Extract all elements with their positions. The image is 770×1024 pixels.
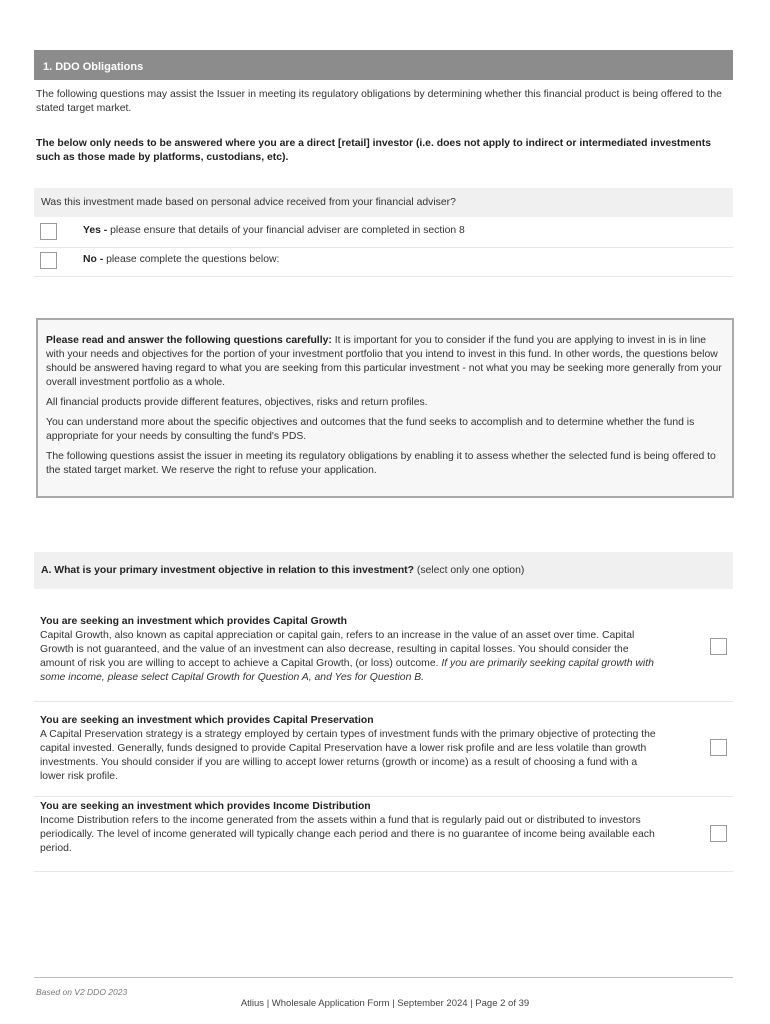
choice-capital-growth-body: Capital Growth, also known as capital appreciation or capital gain, refers to an increase in the value of an asset over time. Capital Growth is not guaranteed, and the value of an investment can also decrease, resulting in capital losses. You should consider the amount of risk you are willing to accept to achieve a Capital Growth, (or loss) outcome. If you are primarily seeking capital growth with some income, please select Capital Growth for Question A, and Yes for Question B. bbox=[40, 630, 654, 683]
capital-preservation-checkbox[interactable] bbox=[710, 739, 727, 756]
choice-capital-preservation-title: You are seeking an investment which provides Capital Preservation bbox=[40, 715, 374, 726]
advice-option-no bbox=[34, 247, 733, 277]
question-a bbox=[34, 552, 733, 589]
read-carefully-box bbox=[36, 318, 734, 498]
advice-no-checkbox[interactable] bbox=[40, 252, 57, 269]
question-a-hint: (select only one option) bbox=[413, 565, 525, 576]
advice-yes-checkbox[interactable] bbox=[40, 223, 57, 240]
choice-income-distribution bbox=[34, 796, 733, 872]
info-para-4: The following questions assist the issuer in meeting its regulatory obligations by enabling it to assess whether the selected fund is being offered to the stated target market. We reserve the right to refuse your application. bbox=[46, 451, 716, 476]
choice-capital-preservation-body: A Capital Preservation strategy is a strategy employed by certain types of investment funds with the primary objective of protecting the capital invested. Generally, funds designed to provide Capital Preservation have a lower risk profile and are less volatile than growth investments. You should consider if you are willing to accept lower returns (growth or income) as a result of choosing a fund with a lower risk profile. bbox=[40, 729, 656, 782]
section-title: 1. DDO Obligations bbox=[34, 50, 733, 80]
choice-income-distribution-title: You are seeking an investment which provides Income Distribution bbox=[40, 801, 371, 812]
advice-no-label: No - please complete the questions below: bbox=[83, 254, 280, 265]
footer-version-note: Based on V2 DDO 2023 bbox=[36, 987, 128, 997]
advice-yes-label: Yes - please ensure that details of your financial adviser are completed in section 8 bbox=[83, 225, 465, 236]
advice-question-text: Was this investment made based on personal advice received from your financial adviser? bbox=[41, 197, 456, 208]
choice-income-distribution-body: Income Distribution refers to the income generated from the assets within a fund that is regularly paid out or distributed to investors periodically. The level of income generated will typically change each period and there is no guarantee of income being available each period. bbox=[40, 815, 655, 854]
advice-question bbox=[34, 188, 733, 217]
income-distribution-checkbox[interactable] bbox=[710, 825, 727, 842]
info-para-3: You can understand more about the specific objectives and outcomes that the fund seeks to accomplish and to determine whether the fund is appropriate for your needs by consulting the fund's PDS. bbox=[46, 417, 695, 442]
footer-page-info: Atlius | Wholesale Application Form | September 2024 | Page 2 of 39 bbox=[240, 998, 530, 1009]
choice-capital-growth bbox=[34, 590, 733, 702]
info-para-1: Please read and answer the following questions carefully: It is important for you to consider if the fund you are applying to invest in is in line with your needs and objectives for the portion of your investment portfolio that you intend to invest in this fund. In other words, the questions below should be answered having regard to what you are seeking from this particular investment - not what you may be seeking more generally from your overall investment portfolio as a whole. bbox=[46, 335, 722, 388]
question-a-text: A. What is your primary investment objective in relation to this investment? bbox=[41, 565, 414, 576]
capital-growth-checkbox[interactable] bbox=[710, 638, 727, 655]
choice-capital-growth-title: You are seeking an investment which provides Capital Growth bbox=[40, 616, 347, 627]
footer-divider bbox=[34, 977, 733, 978]
advice-option-yes bbox=[34, 218, 733, 248]
direct-investor-note: The below only needs to be answered where you are a direct [retail] investor (i.e. does not apply to indirect or intermediated investments such as those made by platforms, custodians, etc). bbox=[36, 138, 711, 163]
choice-capital-preservation bbox=[34, 701, 733, 797]
info-para-2: All financial products provide different features, objectives, risks and return profiles. bbox=[46, 397, 428, 408]
section-intro: The following questions may assist the Issuer in meeting its regulatory obligations by determining whether this financial product is being offered to the stated target market. bbox=[36, 89, 722, 114]
